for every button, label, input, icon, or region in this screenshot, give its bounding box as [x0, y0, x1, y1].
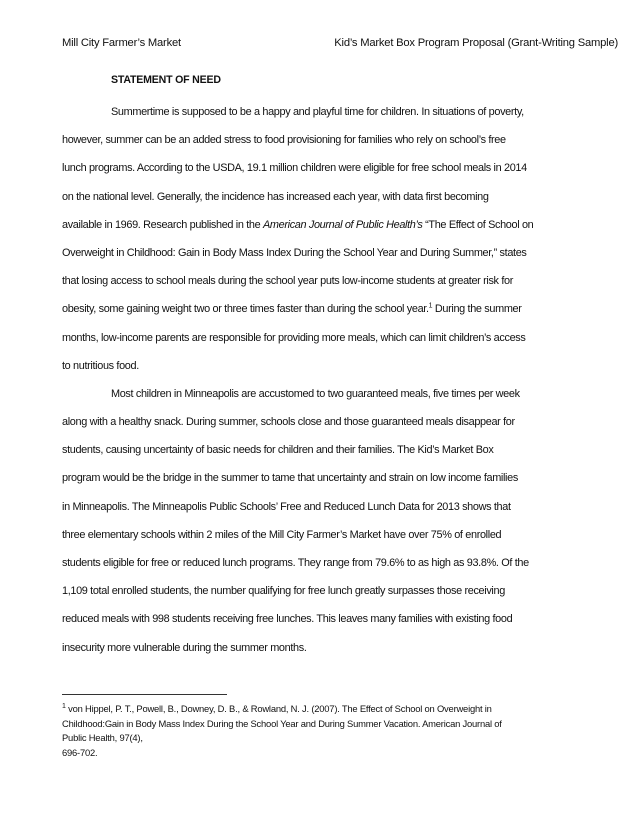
text-line: Overweight in Childhood: Gain in Body Mass Index During the School Year and During Summer,” states: [62, 246, 527, 259]
text-line: months, low-income parents are responsible for providing more meals, which can limit children’s access: [62, 331, 526, 344]
text-line: [62, 211, 572, 239]
text-line: [62, 295, 572, 323]
text-run: available in 1969. Research published in the: [62, 218, 263, 231]
footnote-line: 696-702.: [62, 746, 98, 758]
text-run: obesity, some gaining weight two or three times faster than during the school year.: [62, 303, 429, 316]
footnote-line: Childhood:Gain in Body Mass Index During the School Year and During Summer Vacation. American Journal of: [62, 717, 502, 729]
text-line: on the national level. Generally, the incidence has increased each year, with data first becoming: [62, 190, 489, 203]
text-line: insecurity more vulnerable during the summer months.: [62, 641, 307, 654]
text-run: “The Effect of School on: [422, 218, 534, 231]
paragraph-2: [62, 380, 572, 662]
text-run: During the summer: [432, 303, 522, 316]
section-title: STATEMENT OF NEED: [111, 74, 221, 86]
footnote: [62, 702, 582, 760]
text-line: to nutritious food.: [62, 359, 139, 372]
text-line: lunch programs. According to the USDA, 19.1 million children were eligible for free school meals in 2014: [62, 162, 527, 175]
header-document-title: Kid’s Market Box Program Proposal (Grant-Writing Sample): [334, 37, 618, 49]
text-line: Summertime is supposed to be a happy and playful time for children. In situations of poverty,: [111, 106, 524, 118]
footnote-reference[interactable]: 1: [428, 302, 433, 310]
text-line: three elementary schools within 2 miles of the Mill City Farmer’s Market have over 75% of enrolled: [62, 528, 502, 541]
text-line: however, summer can be an added stress to food provisioning for families who rely on school’s free: [62, 134, 506, 147]
text-line: along with a healthy snack. During summer, schools close and those guaranteed meals disappear for: [62, 416, 515, 429]
body-text: [62, 98, 572, 662]
text-line: students, causing uncertainty of basic needs for children and their families. The Kid’s Market Box: [62, 444, 494, 457]
paragraph-1: [62, 98, 572, 380]
text-line: in Minneapolis. The Minneapolis Public Schools’ Free and Reduced Lunch Data for 2013 shows that: [62, 500, 511, 513]
text-line: 1,109 total enrolled students, the number qualifying for free lunch greatly surpasses those receiving: [62, 585, 505, 598]
text-line: program would be the bridge in the summer to tame that uncertainty and strain on low income families: [62, 472, 518, 485]
footnote-line: Public Health, 97(4),: [62, 732, 143, 744]
text-line: Most children in Minneapolis are accustomed to two guaranteed meals, five times per week: [111, 387, 520, 400]
text-line: that losing access to school meals during the school year puts low-income students at greater risk for: [62, 275, 513, 288]
journal-title: American Journal of Public Health’s: [263, 218, 423, 231]
text-line: students eligible for free or reduced lunch programs. They range from 79.6% to as high as 93.8%. Of the: [62, 557, 529, 569]
footnote-line: [62, 702, 582, 717]
footnote-divider: [62, 694, 227, 695]
text-line: reduced meals with 998 students receiving free lunches. This leaves many families with existing food: [62, 613, 513, 626]
footnote-text: von Hippel, P. T., Powell, B., Downey, D. B., & Rowland, N. J. (2007). The Effect of School on Overweight in: [65, 703, 492, 714]
footnote-marker: 1: [62, 702, 66, 710]
header-organization: Mill City Farmer’s Market: [62, 37, 181, 49]
